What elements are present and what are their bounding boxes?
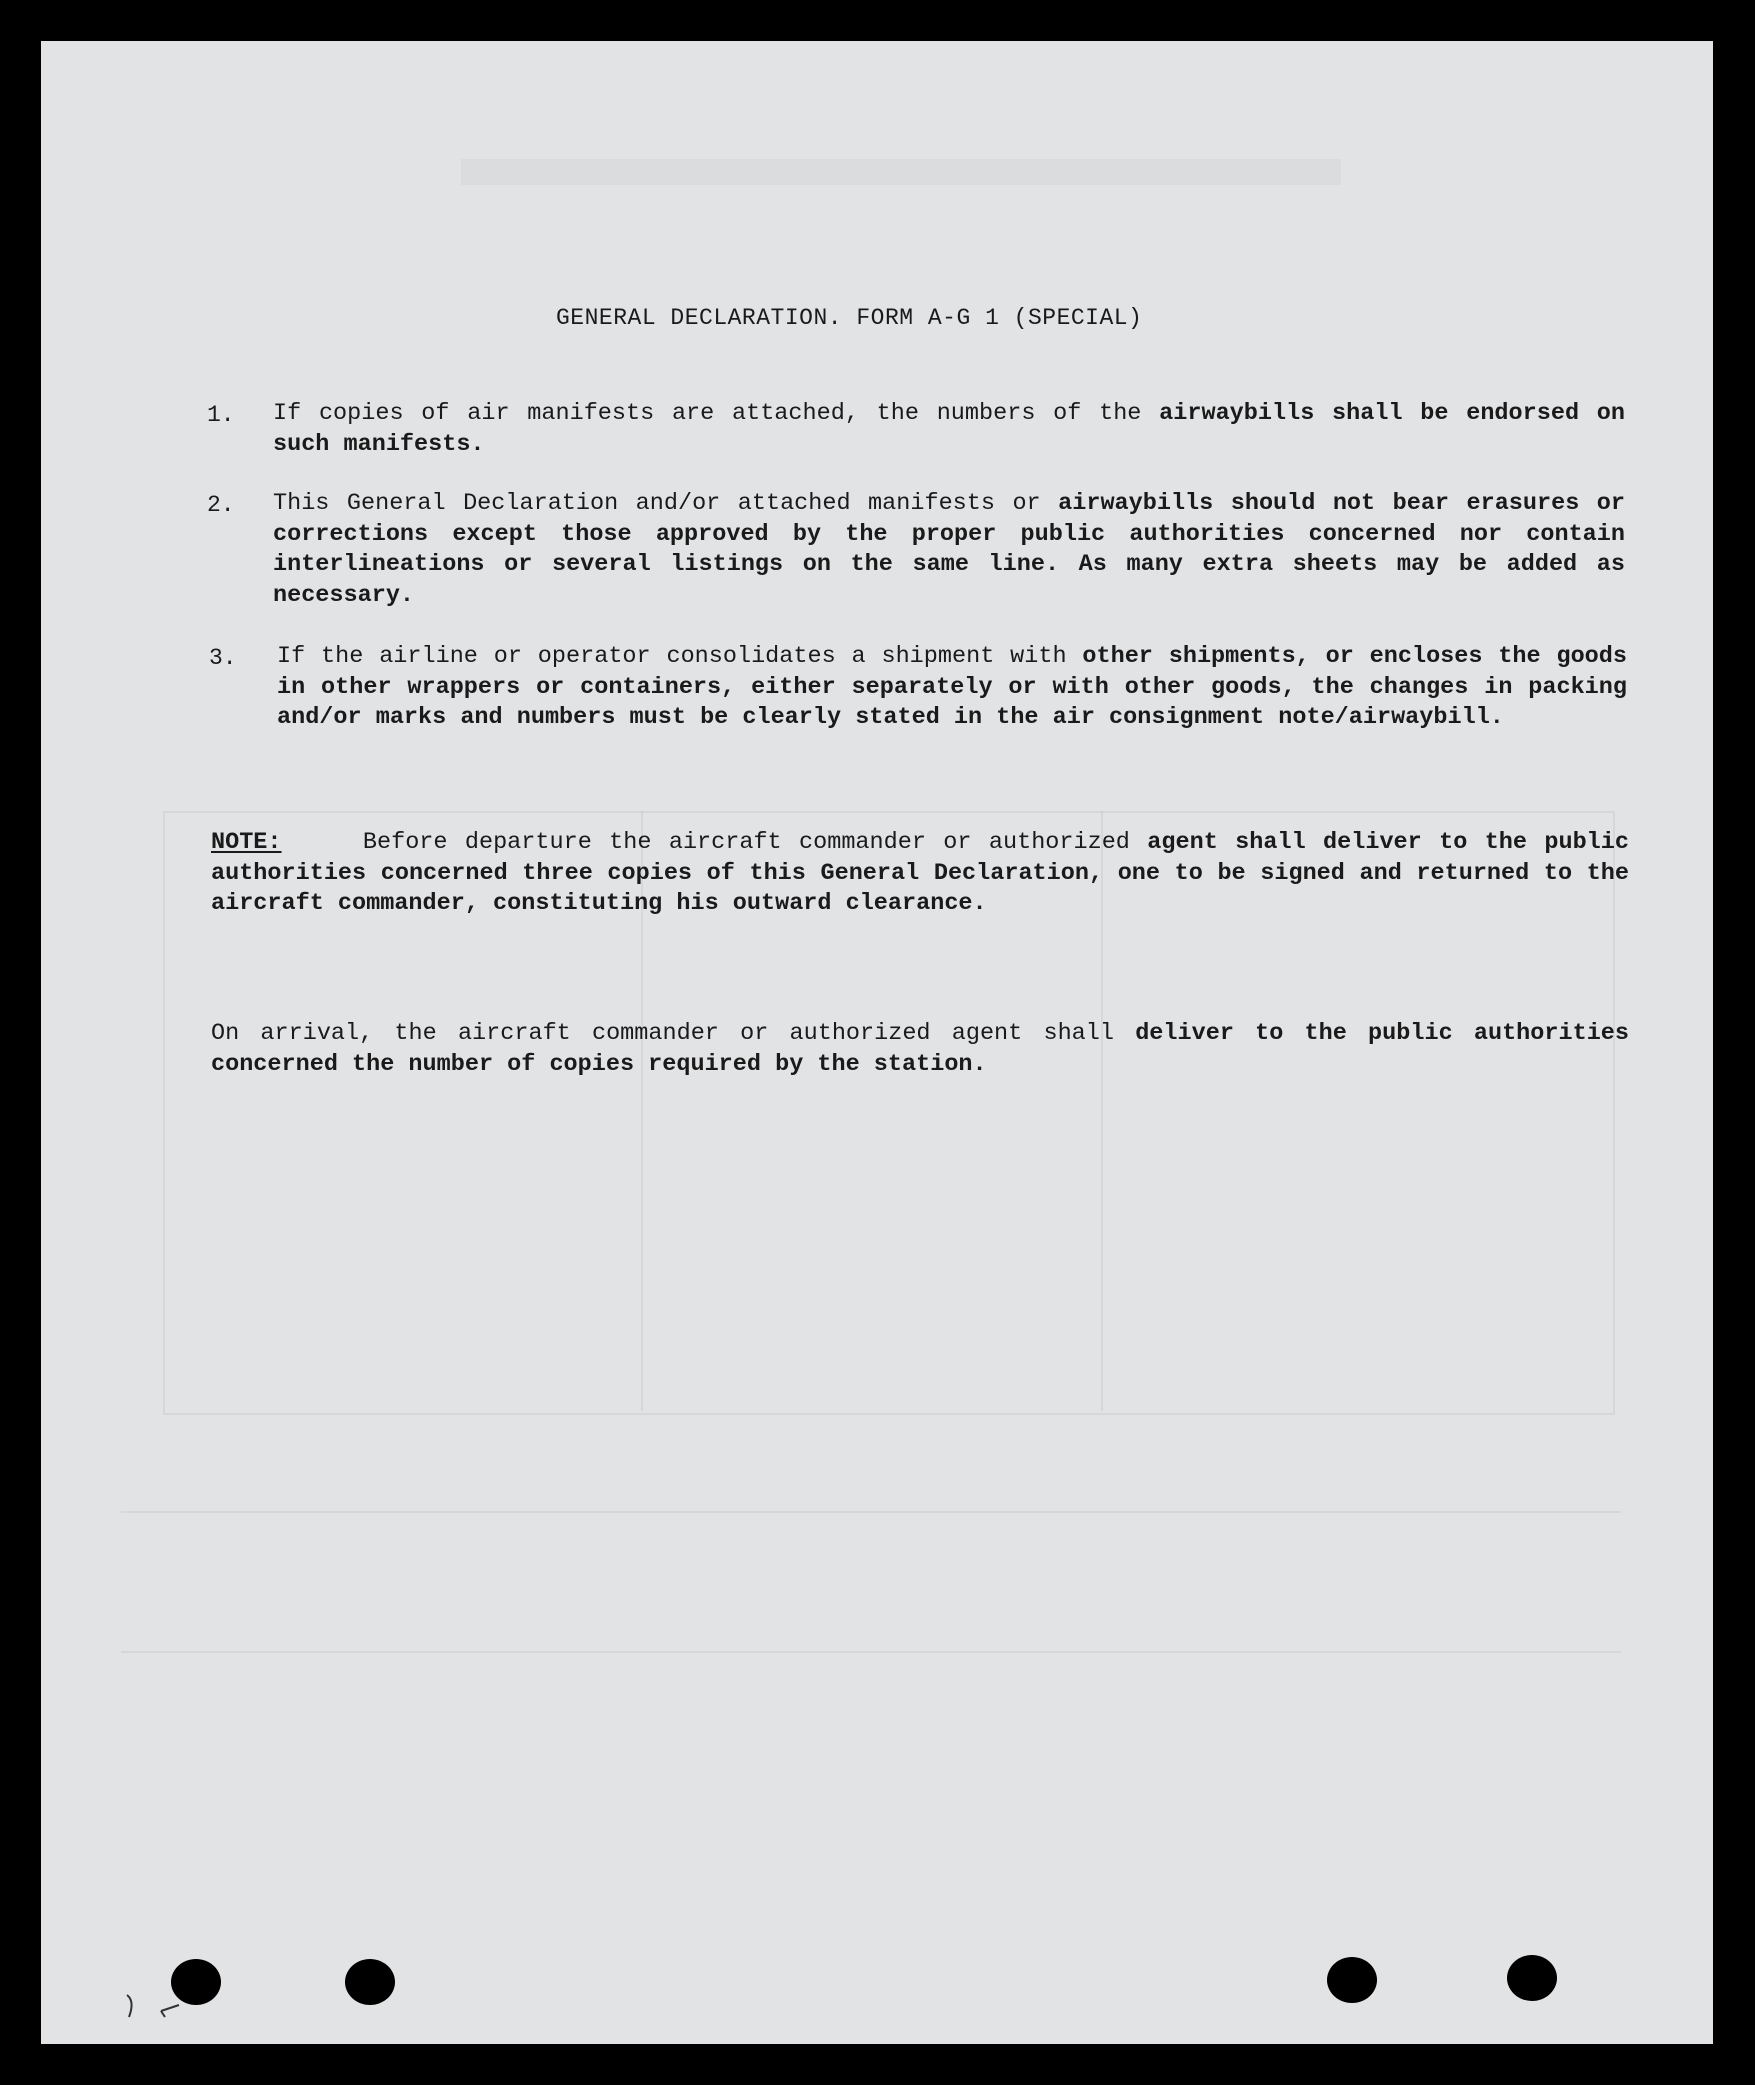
instruction-item-1 xyxy=(273,399,1625,460)
note-label: NOTE: xyxy=(211,829,282,856)
item-text-bold: other shipments, or encloses the goods in other wrappers or containers, either separately or with other goods, the changes in packing and/or marks and numbers must be clearly stated in the air consignment note/airwaybill. xyxy=(277,643,1627,731)
item-text-bold: airwaybills should not bear erasures or corrections except those approved by the proper public authorities concerned nor contain interlineations or several listings on the same line. As many extra sheets may be added as necessary. xyxy=(273,490,1625,609)
note-paragraph xyxy=(211,828,1629,920)
item-text: If the airline or operator consolidates a shipment with xyxy=(277,643,1067,670)
instruction-item-2 xyxy=(273,489,1625,611)
declaration-text xyxy=(41,41,1713,1241)
arrival-paragraph xyxy=(211,1019,1629,1080)
item-number: 2. xyxy=(207,492,235,518)
item-text: This General Declaration and/or attached manifests or xyxy=(273,490,1041,517)
item-number: 3. xyxy=(209,645,237,671)
pencil-mark-icon xyxy=(117,1981,197,2031)
bleed-through-rule xyxy=(121,1651,1621,1653)
note-text-bold: agent shall deliver to the public authorities concerned three copies of this General Declaration, one to be signed and returned to the aircraft commander, constituting his outward clearance. xyxy=(211,829,1629,917)
punch-hole xyxy=(345,1959,395,2005)
instruction-item-3 xyxy=(277,642,1627,734)
item-number: 1. xyxy=(207,402,235,428)
item-text: If copies of air manifests are attached, the numbers of the xyxy=(273,400,1142,427)
bleed-through-rule xyxy=(121,1511,1621,1513)
document-page xyxy=(41,41,1713,2044)
arrival-text-bold: deliver to the public authorities concerned the number of copies required by the station. xyxy=(211,1020,1629,1078)
document-title: GENERAL DECLARATION. FORM A-G 1 (SPECIAL) xyxy=(556,305,1143,331)
arrival-text: On arrival, the aircraft commander or authorized agent shall xyxy=(211,1020,1114,1047)
punch-hole xyxy=(1327,1957,1377,2003)
item-text-bold: airwaybills shall be endorsed on such manifests. xyxy=(273,400,1625,458)
note-text: Before departure the aircraft commander or authorized xyxy=(362,829,1130,856)
punch-hole xyxy=(1507,1955,1557,2001)
